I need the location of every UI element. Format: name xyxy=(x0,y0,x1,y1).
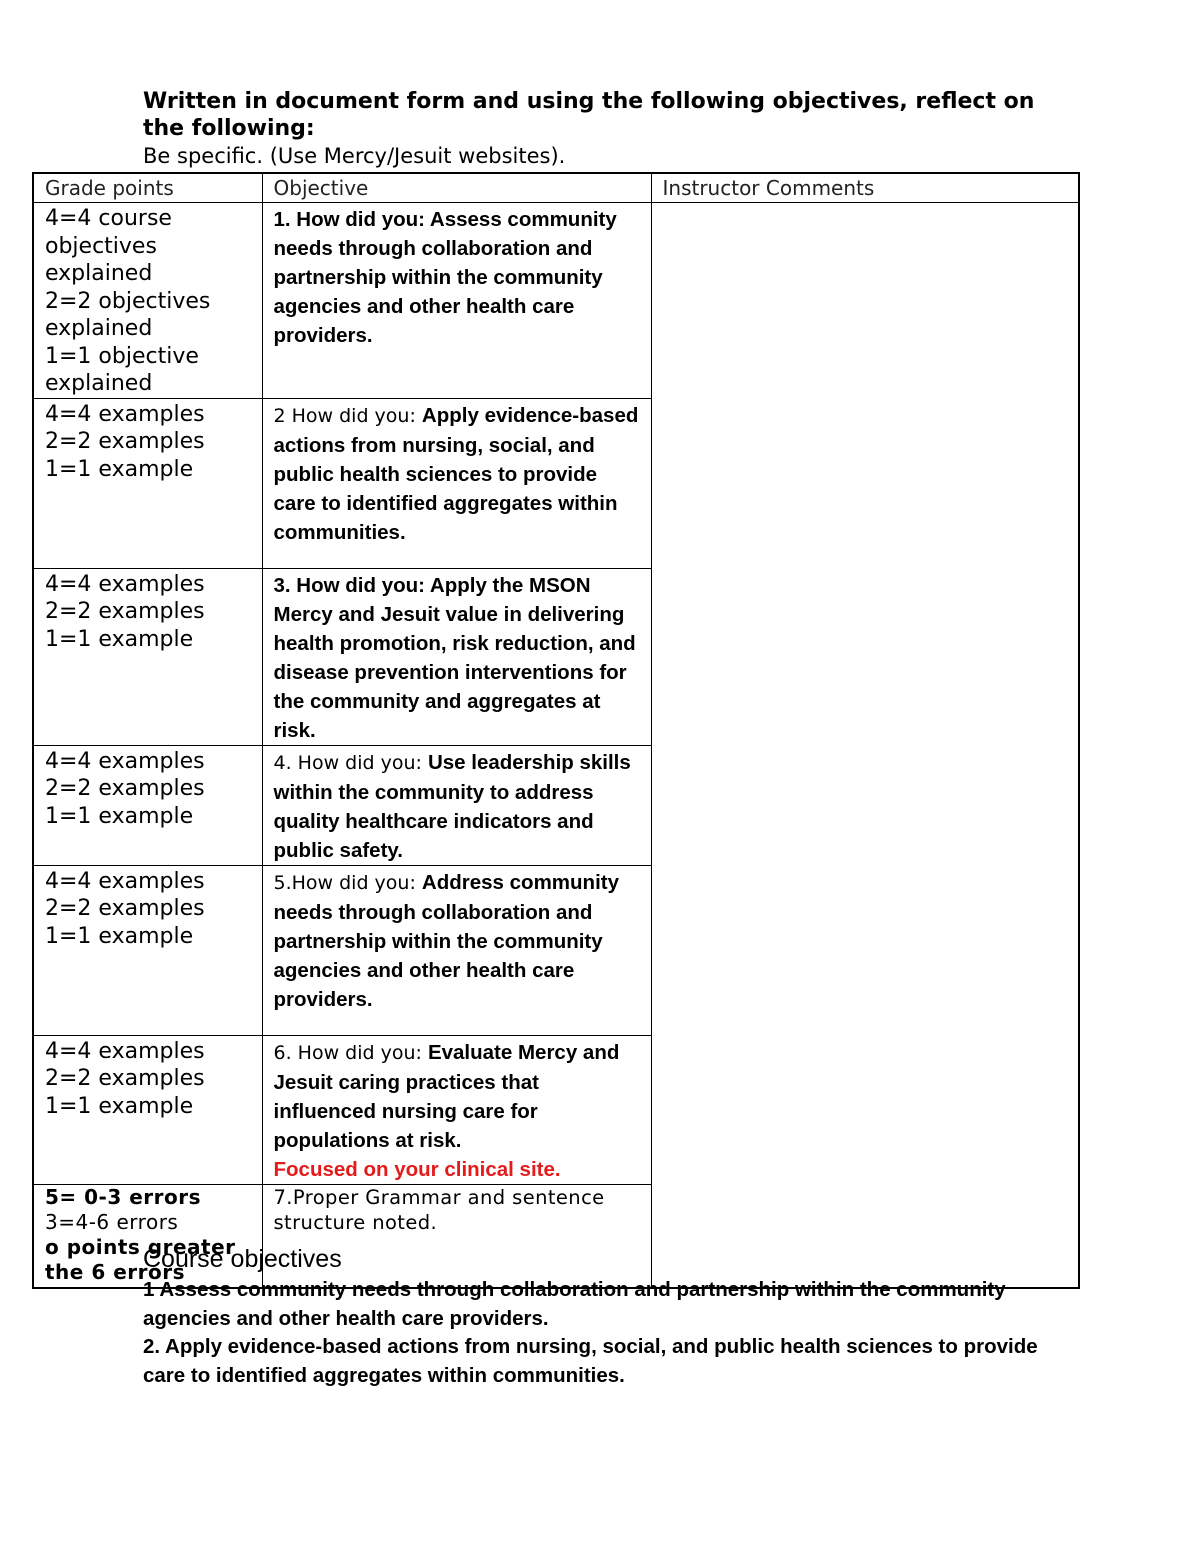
objective-text: Use leadership skills within the community to address quality healthcare indicators and public safety. xyxy=(273,750,631,862)
grade-line: 4=4 examples xyxy=(45,1038,205,1064)
grade-line: 4=4 examples xyxy=(45,868,205,894)
grade-line: 1=1 example xyxy=(45,1093,194,1119)
objective-cell xyxy=(262,865,651,1035)
grade-line: 4=4 examples xyxy=(45,401,205,427)
grade-line: 3=4-6 errors xyxy=(45,1209,179,1234)
objective-lead: 1. How did you: xyxy=(273,208,430,231)
rubric-row-1 xyxy=(33,203,1079,399)
objective-lead: 4. How did you: xyxy=(273,751,428,774)
objective-lead: 6. How did you: xyxy=(273,1041,428,1064)
objective-lead: 3. How did you: xyxy=(273,573,430,597)
objective-note: Focused on your clinical site. xyxy=(273,1157,561,1181)
grade-cell xyxy=(33,745,262,865)
objective-text: Assess community needs through collaboration and partnership within the community agencies and other health care providers. xyxy=(273,208,617,347)
objective-cell xyxy=(262,745,651,865)
objective-cell xyxy=(262,398,651,568)
objective-cell xyxy=(262,203,651,399)
grade-line: 1=1 example xyxy=(45,626,194,652)
grade-cell xyxy=(33,1035,262,1184)
rubric-header-row xyxy=(33,173,1079,203)
header-instructor-comments: Instructor Comments xyxy=(651,173,1079,203)
course-objectives-title: Course objectives xyxy=(143,1245,342,1273)
grade-line: 5= 0-3 errors xyxy=(45,1184,202,1209)
grade-cell xyxy=(33,865,262,1035)
objective-cell xyxy=(262,568,651,745)
course-objective-item: 1 Assess community needs through collaboration and partnership within the community agencies and other health care providers. xyxy=(143,1278,1006,1330)
grade-line: 2=2 examples xyxy=(45,776,205,801)
grade-cell xyxy=(33,203,262,399)
objective-text: Evaluate Mercy and Jesuit caring practices that influenced nursing care for populations at risk. xyxy=(273,1040,620,1152)
grade-line: 2=2 examples xyxy=(45,599,205,624)
grade-line: 4=4 course objectives explained xyxy=(45,206,172,286)
objective-text: Apply the MSON Mercy and Jesuit value in delivering health promotion, risk reduction, and disease prevention interventions for the community and aggregates at risk. xyxy=(273,573,636,742)
grade-line: 1=1 example xyxy=(45,923,194,949)
objective-text: Address community needs through collaboration and partnership within the community agencies and other health care providers. xyxy=(273,870,619,1011)
grade-line: 2=2 examples xyxy=(45,429,205,454)
instructor-comments-cell[interactable] xyxy=(651,203,1079,1289)
grade-cell xyxy=(33,568,262,745)
grade-line: 2=2 examples xyxy=(45,896,205,921)
objective-lead: 2 How did you: xyxy=(273,404,422,427)
rubric-table xyxy=(32,172,1080,1289)
assignment-subheading: Be specific. (Use Mercy/Jesuit websites). xyxy=(143,144,566,168)
grade-line: 1=1 objective explained xyxy=(45,343,199,396)
objective-text: Apply evidence-based actions from nursing, social, and public health sciences to provide care to identified aggregates within communities. xyxy=(273,403,639,544)
course-objective-item: 2. Apply evidence-based actions from nursing, social, and public health sciences to provide care to identified aggregates within communities. xyxy=(143,1335,1038,1387)
objective-cell: 7.Proper Grammar and sentence structure noted. xyxy=(262,1184,651,1288)
objective-lead: 5.How did you: xyxy=(273,871,422,894)
objective-cell xyxy=(262,1035,651,1184)
grade-line: 2=2 objectives explained xyxy=(45,288,211,341)
grade-line: 4=4 examples xyxy=(45,748,205,774)
grade-line: 2=2 examples xyxy=(45,1066,205,1091)
grade-line: 1=1 example xyxy=(45,803,194,829)
header-objective: Objective xyxy=(262,173,651,203)
header-grade-points: Grade points xyxy=(33,173,262,203)
grade-line: o points greater the 6 errors xyxy=(45,1234,236,1284)
grade-line: 4=4 examples xyxy=(45,571,205,597)
assignment-heading: Written in document form and using the following objectives, reflect on the following: xyxy=(143,89,1035,141)
grade-cell xyxy=(33,398,262,568)
grade-line: 1=1 example xyxy=(45,456,194,482)
